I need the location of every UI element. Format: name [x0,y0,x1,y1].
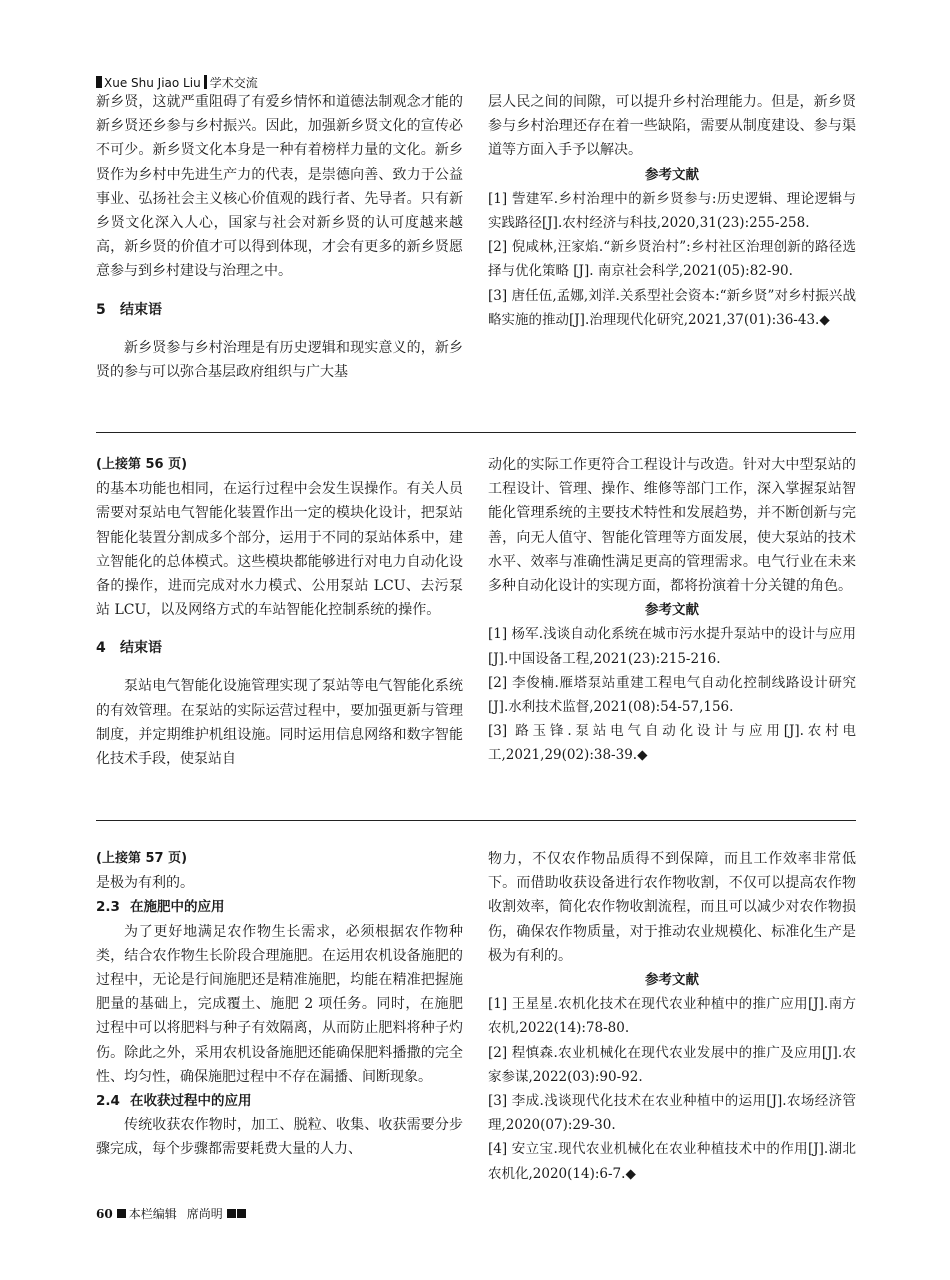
reference-item: [1] 王星星.农机化技术在现代农业种植中的推广应用[J].南方农机,2022(14):78-80. [488,996,856,1037]
article2-section-title: 结束语 [120,640,162,657]
subsection-number: 2.3 [96,899,120,916]
article1-right-column [488,90,856,332]
article1-right-paragraph: 层人民之间的间隙，可以提升乡村治理能力。但是，新乡贤参与乡村治理还存在着一些缺陷，需要从制度建设、参与渠道等方面入手予以解决。 [488,94,856,159]
article2-left-column [96,453,463,771]
article1-paragraph-1: 新乡贤，这就严重阻碍了有爱乡情怀和道德法制观念才能的新乡贤还乡参与乡村振兴。因此，加强新乡贤文化的宣传必不可少。新乡贤文化本身是一种有着榜样力量的文化。新乡贤作为乡村中先进生产力的代表，是崇德向善、致力于公益事业、弘扬社会主义核心价值观的践行者、先导者。只有新乡贤文化深入人心，国家与社会对新乡贤的认可度越来越高，新乡贤的价值才可以得到体现，才会有更多的新乡贤愿意参与到乡村建设与治理之中。 [96,94,463,280]
footer-square-mark [117,1209,126,1218]
subsection-number: 2.4 [96,1093,120,1110]
article3-right-column [488,847,856,1186]
header-square-mark [96,76,102,88]
article2-references-heading: 参考文献 [645,602,699,619]
header-cn-title: 学术交流 [209,76,258,90]
footer-editor-name: 席尚明 [186,1207,223,1221]
article2-paragraph-2: 泵站电气智能化设施管理实现了泵站等电气智能化系统的有效管理。在泵站的实际运营过程中，要加强更新与管理制度，并定期维护机组设施。同时运用信息网络和数字智能化技术手段，使泵站自 [96,678,463,768]
article3-continued-from: (上接第 57 页) [96,851,188,866]
header-latin-title: Xue Shu Jiao Liu [104,76,201,90]
article3-paragraph-1: 是极为有利的。 [96,875,194,892]
article2-section-heading [96,636,463,660]
article2-section-number: 4 [96,640,106,657]
reference-item: [2] 程慎森.农业机械化在现代农业发展中的推广及应用[J].农家参谋,2022(03):90-92. [488,1044,856,1085]
article2-right-column [488,453,856,768]
subsection-title: 在收获过程中的应用 [130,1093,252,1110]
reference-item: [2] 倪咸林,汪家焰.“新乡贤治村”:乡村社区治理创新的路径选择与优化策略 [J]. 南京社会科学,2021(05):82-90. [488,239,856,280]
article3-subsection-heading [96,895,463,919]
article1-section-number: 5 [96,301,106,318]
reference-item: [3] 唐任伍,孟娜,刘洋.关系型社会资本:“新乡贤”对乡村振兴战略实施的推动[J].治理现代化研究,2021,37(01):36-43.◆ [488,287,856,328]
article-divider [96,820,856,821]
page-number: 60 [96,1207,113,1221]
reference-item: [3] 路玉锋.泵站电气自动化设计与应用[J].农村电工,2021,29(02):38-39.◆ [488,723,856,764]
article2-paragraph-1: 的基本功能也相同，在运行过程中会发生误操作。有关人员需要对泵站电气智能化装置作出一定的模块化设计，把泵站智能化装置分割成多个部分，运用于不同的泵站体系中，建立智能化的总体模式。这些模块都能够进行对电力自动化设备的操作，进而完成对水力模式、公用泵站 LCU、去污泵站 LCU，以及网络方式的车站智能化控制系统的操作。 [96,481,463,619]
reference-item: [4] 安立宝.现代农业机械化在农业种植技术中的作用[J].湖北农机化,2020(14):6-7.◆ [488,1141,856,1182]
article3-paragraph-2: 为了更好地满足农作物生长需求，必须根据农作物种类，结合农作物生长阶段合理施肥。在运用农机设备施肥的过程中，无论是行间施肥还是精准施肥，均能在精准把握施肥量的基础上，完成覆土、施肥 2 项任务。同时，在施肥过程中可以将肥料与种子有效隔离，从而防止肥料将种子灼伤。除此之外，采用农机设备施肥还能确保肥料播撒的完全性、均匀性，确保施肥过程中不存在漏播、间断现象。 [96,923,463,1085]
article2-continued-from: (上接第 56 页) [96,457,188,472]
reference-item: [1] 訾建军.乡村治理中的新乡贤参与:历史逻辑、理论逻辑与实践路径[J].农村经济与科技,2020,31(23):255-258. [488,190,856,232]
footer-square-mark [237,1209,246,1218]
reference-item: [1] 杨军.浅谈自动化系统在城市污水提升泵站中的设计与应用[J].中国设备工程,2021(23):215-216. [488,626,856,667]
footer-square-mark [227,1209,236,1218]
article3-right-paragraph: 物力，不仅农作物品质得不到保障，而且工作效率非常低下。而借助收获设备进行农作物收割，不仅可以提高农作物收割效率，简化农作物收割流程，而且可以减少对农作物损伤，确保农作物质量，对于推动农业规模化、标准化生产是极为有利的。 [488,851,856,964]
header-bar-mark [204,75,207,89]
article1-section-heading [96,298,463,322]
article1-left-column [96,90,463,384]
reference-item: [3] 李成.浅谈现代化技术在农业种植中的运用[J].农场经济管理,2020(07):29-30. [488,1093,856,1134]
page-footer [96,1205,246,1223]
article1-references-heading: 参考文献 [645,166,699,183]
article3-subsection-heading [96,1089,463,1113]
article2-right-paragraph: 动化的实际工作更符合工程设计与改造。针对大中型泵站的工程设计、管理、操作、维修等部门工作，深入掌握泵站智能化管理系统的主要技术特性和发展趋势，并不断创新与完善，向无人值守、智能化管理等方面发展，使大泵站的技术水平、效率与准确性满足更高的管理需求。电气行业在未来多种自动化设计的实现方面，都将扮演着十分关键的角色。 [488,457,856,595]
article1-section-title: 结束语 [120,301,162,318]
footer-editor-label: 本栏编辑 [128,1207,177,1221]
subsection-title: 在施肥中的应用 [130,899,225,916]
article3-left-column [96,847,463,1162]
reference-item: [2] 李俊楠.雁塔泵站重建工程电气自动化控制线路设计研究[J].水利技术监督,2021(08):54-57,156. [488,674,856,716]
article3-paragraph-3: 传统收获农作物时，加工、脱粒、收集、收获需要分步骤完成，每个步骤都需要耗费大量的人力、 [96,1117,463,1158]
article-divider [96,432,856,433]
article1-paragraph-2: 新乡贤参与乡村治理是有历史逻辑和现实意义的，新乡贤的参与可以弥合基层政府组织与广大基 [96,339,463,380]
article3-references-heading: 参考文献 [645,972,699,989]
